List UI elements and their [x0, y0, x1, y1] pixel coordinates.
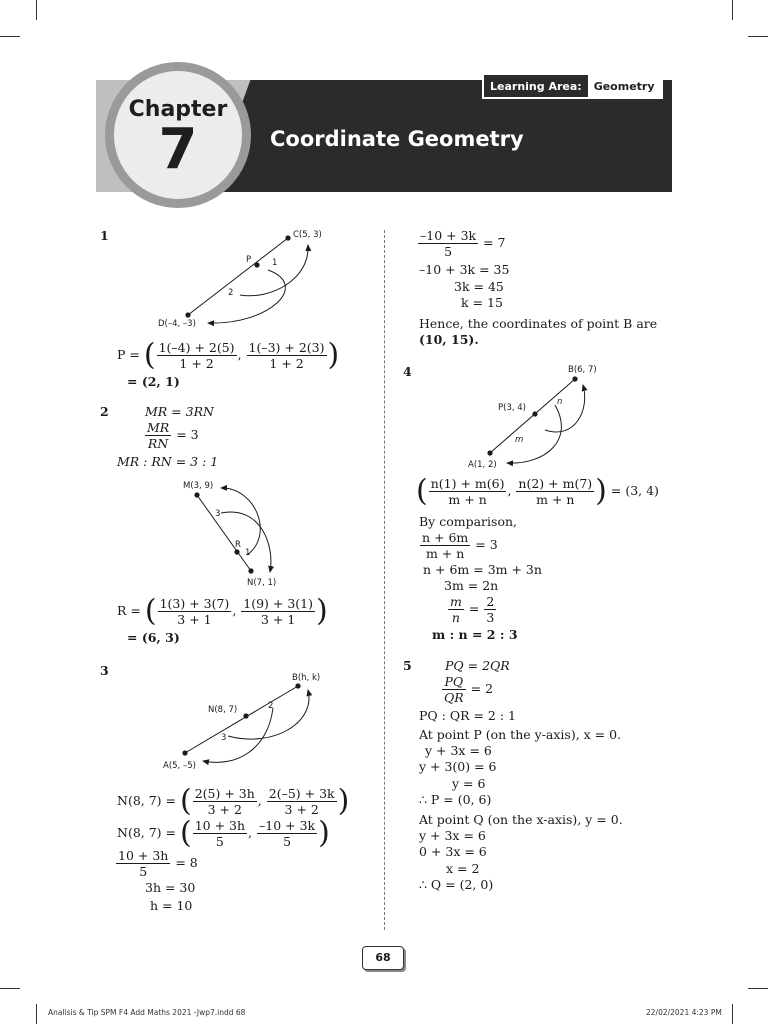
- ratio-label: 1: [272, 258, 278, 268]
- chapter-badge: [114, 71, 242, 199]
- learning-area-value: Geometry: [588, 75, 661, 97]
- q3-line-5: h = 10: [150, 898, 193, 913]
- rhs: = 8: [175, 855, 198, 870]
- q1-diagram: [150, 225, 340, 335]
- crop-mark: [732, 1004, 733, 1024]
- chapter-word: Chapter: [128, 97, 228, 122]
- q1-point-formula: P = ( $\frac{1(-4) + 2(5)}{1 + 2}$ , $\frac{1(-3) + 2(3)}{1 + 2}$ ): [117, 337, 340, 373]
- q2-diagram: [175, 475, 295, 590]
- numerator: 10 + 3h: [194, 818, 246, 833]
- point-a-label: A(1, 2): [468, 460, 497, 470]
- lhs: N(8, 7) =: [117, 793, 176, 808]
- q4-line: n + 6m = 3m + 3n: [423, 562, 542, 577]
- numerator: 10 + 3h: [118, 848, 169, 863]
- question-number: 3: [100, 663, 109, 678]
- point-m-label: M(3, 9): [183, 481, 214, 491]
- question-number: 2: [100, 404, 109, 419]
- q5-fraction: [441, 674, 493, 705]
- denominator: m + n: [536, 492, 575, 507]
- q5-line: PQ : QR = 2 : 1: [419, 708, 516, 723]
- q4-ratio-fraction: [447, 594, 497, 625]
- q3-cont-line: 3k = 45: [454, 279, 504, 294]
- footer-left: Analisis & Tip SPM F4 Add Maths 2021 -Jwp7.indd 68: [48, 1008, 246, 1017]
- q2-ratio-fraction: [144, 420, 199, 451]
- denominator: 5: [139, 864, 148, 879]
- ratio-label: m: [515, 435, 524, 445]
- point-r-label: R: [235, 540, 241, 550]
- q5-line: x = 2: [446, 861, 480, 876]
- chapter-number: 7: [158, 117, 198, 182]
- question-number: 1: [100, 228, 109, 243]
- point-c-label: C(5, 3): [293, 230, 322, 240]
- numerator: n + 6m: [422, 530, 469, 545]
- numerator: m: [450, 594, 462, 609]
- q4-diagram: [465, 360, 615, 475]
- q4-line: 3m = 2n: [444, 578, 499, 593]
- numerator: n(1) + m(6): [430, 476, 505, 491]
- numerator: –10 + 3k: [420, 228, 477, 243]
- learning-area-tag: [482, 73, 663, 99]
- q3-line-1: N(8, 7) = ( $\frac{2(5) + 3h}{3 + 2}$ , $\frac{2(-5) + 3k}{3 + 2}$ ): [117, 783, 350, 819]
- lhs: R =: [117, 603, 141, 618]
- numerator: 2(5) + 3h: [194, 786, 255, 801]
- q3-cont-line: k = 15: [461, 295, 503, 310]
- q5-line: y + 3(0) = 6: [419, 759, 497, 774]
- q5-line: 0 + 3x = 6: [419, 844, 487, 859]
- crop-mark: [0, 988, 20, 989]
- q4-comparison-fraction: [419, 530, 498, 561]
- q4-by-comparison: By comparison,: [419, 514, 517, 529]
- numerator: 2(–5) + 3k: [268, 786, 335, 801]
- numerator: 1(–4) + 2(5): [158, 340, 235, 355]
- denominator: 3 + 1: [177, 612, 212, 627]
- rhs: = 2: [470, 681, 494, 696]
- q2-line: MR = 3RN: [145, 404, 214, 419]
- q4-section-formula: ( $\frac{n(1) + m(6)}{m + n}$ , $\frac{n(2) + m(7)}{m + n}$ ) = (3, 4): [416, 473, 659, 509]
- denominator: 1 + 2: [179, 356, 214, 371]
- ratio-label: n: [557, 397, 563, 407]
- q5-line: y = 6: [452, 776, 486, 791]
- numerator: 2: [486, 594, 495, 609]
- ratio-label: 1: [245, 548, 251, 558]
- point-n-label: N(8, 7): [208, 705, 238, 715]
- rhs: = 3: [176, 427, 199, 442]
- column-divider: [384, 230, 385, 930]
- q2-line: MR : RN = 3 : 1: [117, 454, 219, 469]
- q5-line: At point P (on the y-axis), x = 0.: [419, 727, 622, 742]
- q3-diagram: [158, 668, 348, 778]
- numerator: n(2) + m(7): [518, 476, 593, 491]
- ratio-label: 3: [221, 733, 227, 743]
- q5-line: y + 3x = 6: [425, 743, 492, 758]
- crop-mark: [0, 36, 20, 37]
- point-p-label: P(3, 4): [498, 403, 526, 413]
- denominator: 5: [283, 834, 292, 849]
- point-p-label: P: [246, 255, 252, 265]
- q3-cont-hence: Hence, the coordinates of point B are: [419, 316, 658, 331]
- crop-mark: [732, 0, 733, 20]
- equals: =: [468, 601, 480, 616]
- crop-mark: [748, 988, 768, 989]
- q5-line: ∴ P = (0, 6): [419, 792, 492, 807]
- point-d-label: D(–4, –3): [158, 319, 196, 329]
- denominator: 3 + 2: [207, 802, 242, 817]
- lhs: P =: [117, 347, 140, 362]
- point-a-label: A(5, –5): [163, 761, 196, 771]
- crop-mark: [36, 1004, 37, 1024]
- question-number: 5: [403, 658, 412, 673]
- rhs: = (3, 4): [610, 483, 659, 498]
- q5-line: ∴ Q = (2, 0): [419, 877, 494, 892]
- q5-line: y + 3x = 6: [419, 828, 486, 843]
- denominator: n: [451, 610, 460, 625]
- footer-right: 22/02/2021 4:23 PM: [646, 1008, 722, 1017]
- numerator: MR: [147, 420, 170, 435]
- denominator: 3: [486, 610, 495, 625]
- chapter-title: Coordinate Geometry: [270, 127, 524, 151]
- denominator: 3 + 1: [260, 612, 296, 627]
- q2-answer: = (6, 3): [127, 630, 180, 645]
- ratio-label: 2: [228, 288, 234, 298]
- q5-line: PQ = 2QR: [445, 658, 510, 673]
- q2-point-formula: R = ( $\frac{1(3) + 3(7)}{3 + 1}$ , $\frac{1(9) + 3(1)}{3 + 1}$ ): [117, 593, 328, 629]
- denominator: QR: [444, 690, 464, 705]
- learning-area-label: Learning Area:: [484, 75, 588, 97]
- q3-line-2: N(8, 7) = ( $\frac{10 + 3h}{5}$ , $\frac{-10 + 3k}{5}$ ): [117, 815, 330, 851]
- page-number: 68: [362, 946, 404, 970]
- question-number: 4: [403, 364, 412, 379]
- numerator: –10 + 3k: [259, 818, 316, 833]
- rhs: = 7: [483, 235, 506, 250]
- denominator: RN: [147, 436, 169, 451]
- denominator: m + n: [448, 492, 487, 507]
- q4-answer: m : n = 2 : 3: [432, 627, 518, 642]
- q1-answer: = (2, 1): [127, 374, 180, 389]
- q3-line-4: 3h = 30: [145, 880, 196, 895]
- point-b-label: B(6, 7): [568, 365, 597, 375]
- numerator: PQ: [442, 674, 466, 690]
- numerator: 1(–3) + 2(3): [248, 340, 325, 355]
- point-b-label: B(h, k): [292, 673, 321, 683]
- crop-mark: [748, 36, 768, 37]
- denominator: 1 + 2: [269, 356, 304, 371]
- numerator: 1(3) + 3(7): [159, 596, 230, 611]
- lhs: N(8, 7) =: [117, 825, 176, 840]
- ratio-label: 3: [215, 509, 221, 519]
- denominator: 5: [444, 244, 453, 259]
- denominator: m + n: [425, 546, 465, 561]
- point-n-label: N(7, 1): [247, 578, 277, 588]
- rhs: = 3: [475, 537, 498, 552]
- q3-line-3: [115, 848, 198, 879]
- denominator: 5: [215, 834, 224, 849]
- ratio-label: 2: [268, 701, 274, 711]
- q3-cont-fraction: [417, 228, 506, 259]
- denominator: 3 + 2: [284, 802, 319, 817]
- crop-mark: [36, 0, 37, 20]
- q3-cont-line: –10 + 3k = 35: [419, 262, 510, 277]
- q5-line: At point Q (on the x-axis), y = 0.: [419, 812, 623, 827]
- numerator: 1(9) + 3(1): [243, 596, 314, 611]
- q3-cont-answer: (10, 15).: [419, 332, 479, 347]
